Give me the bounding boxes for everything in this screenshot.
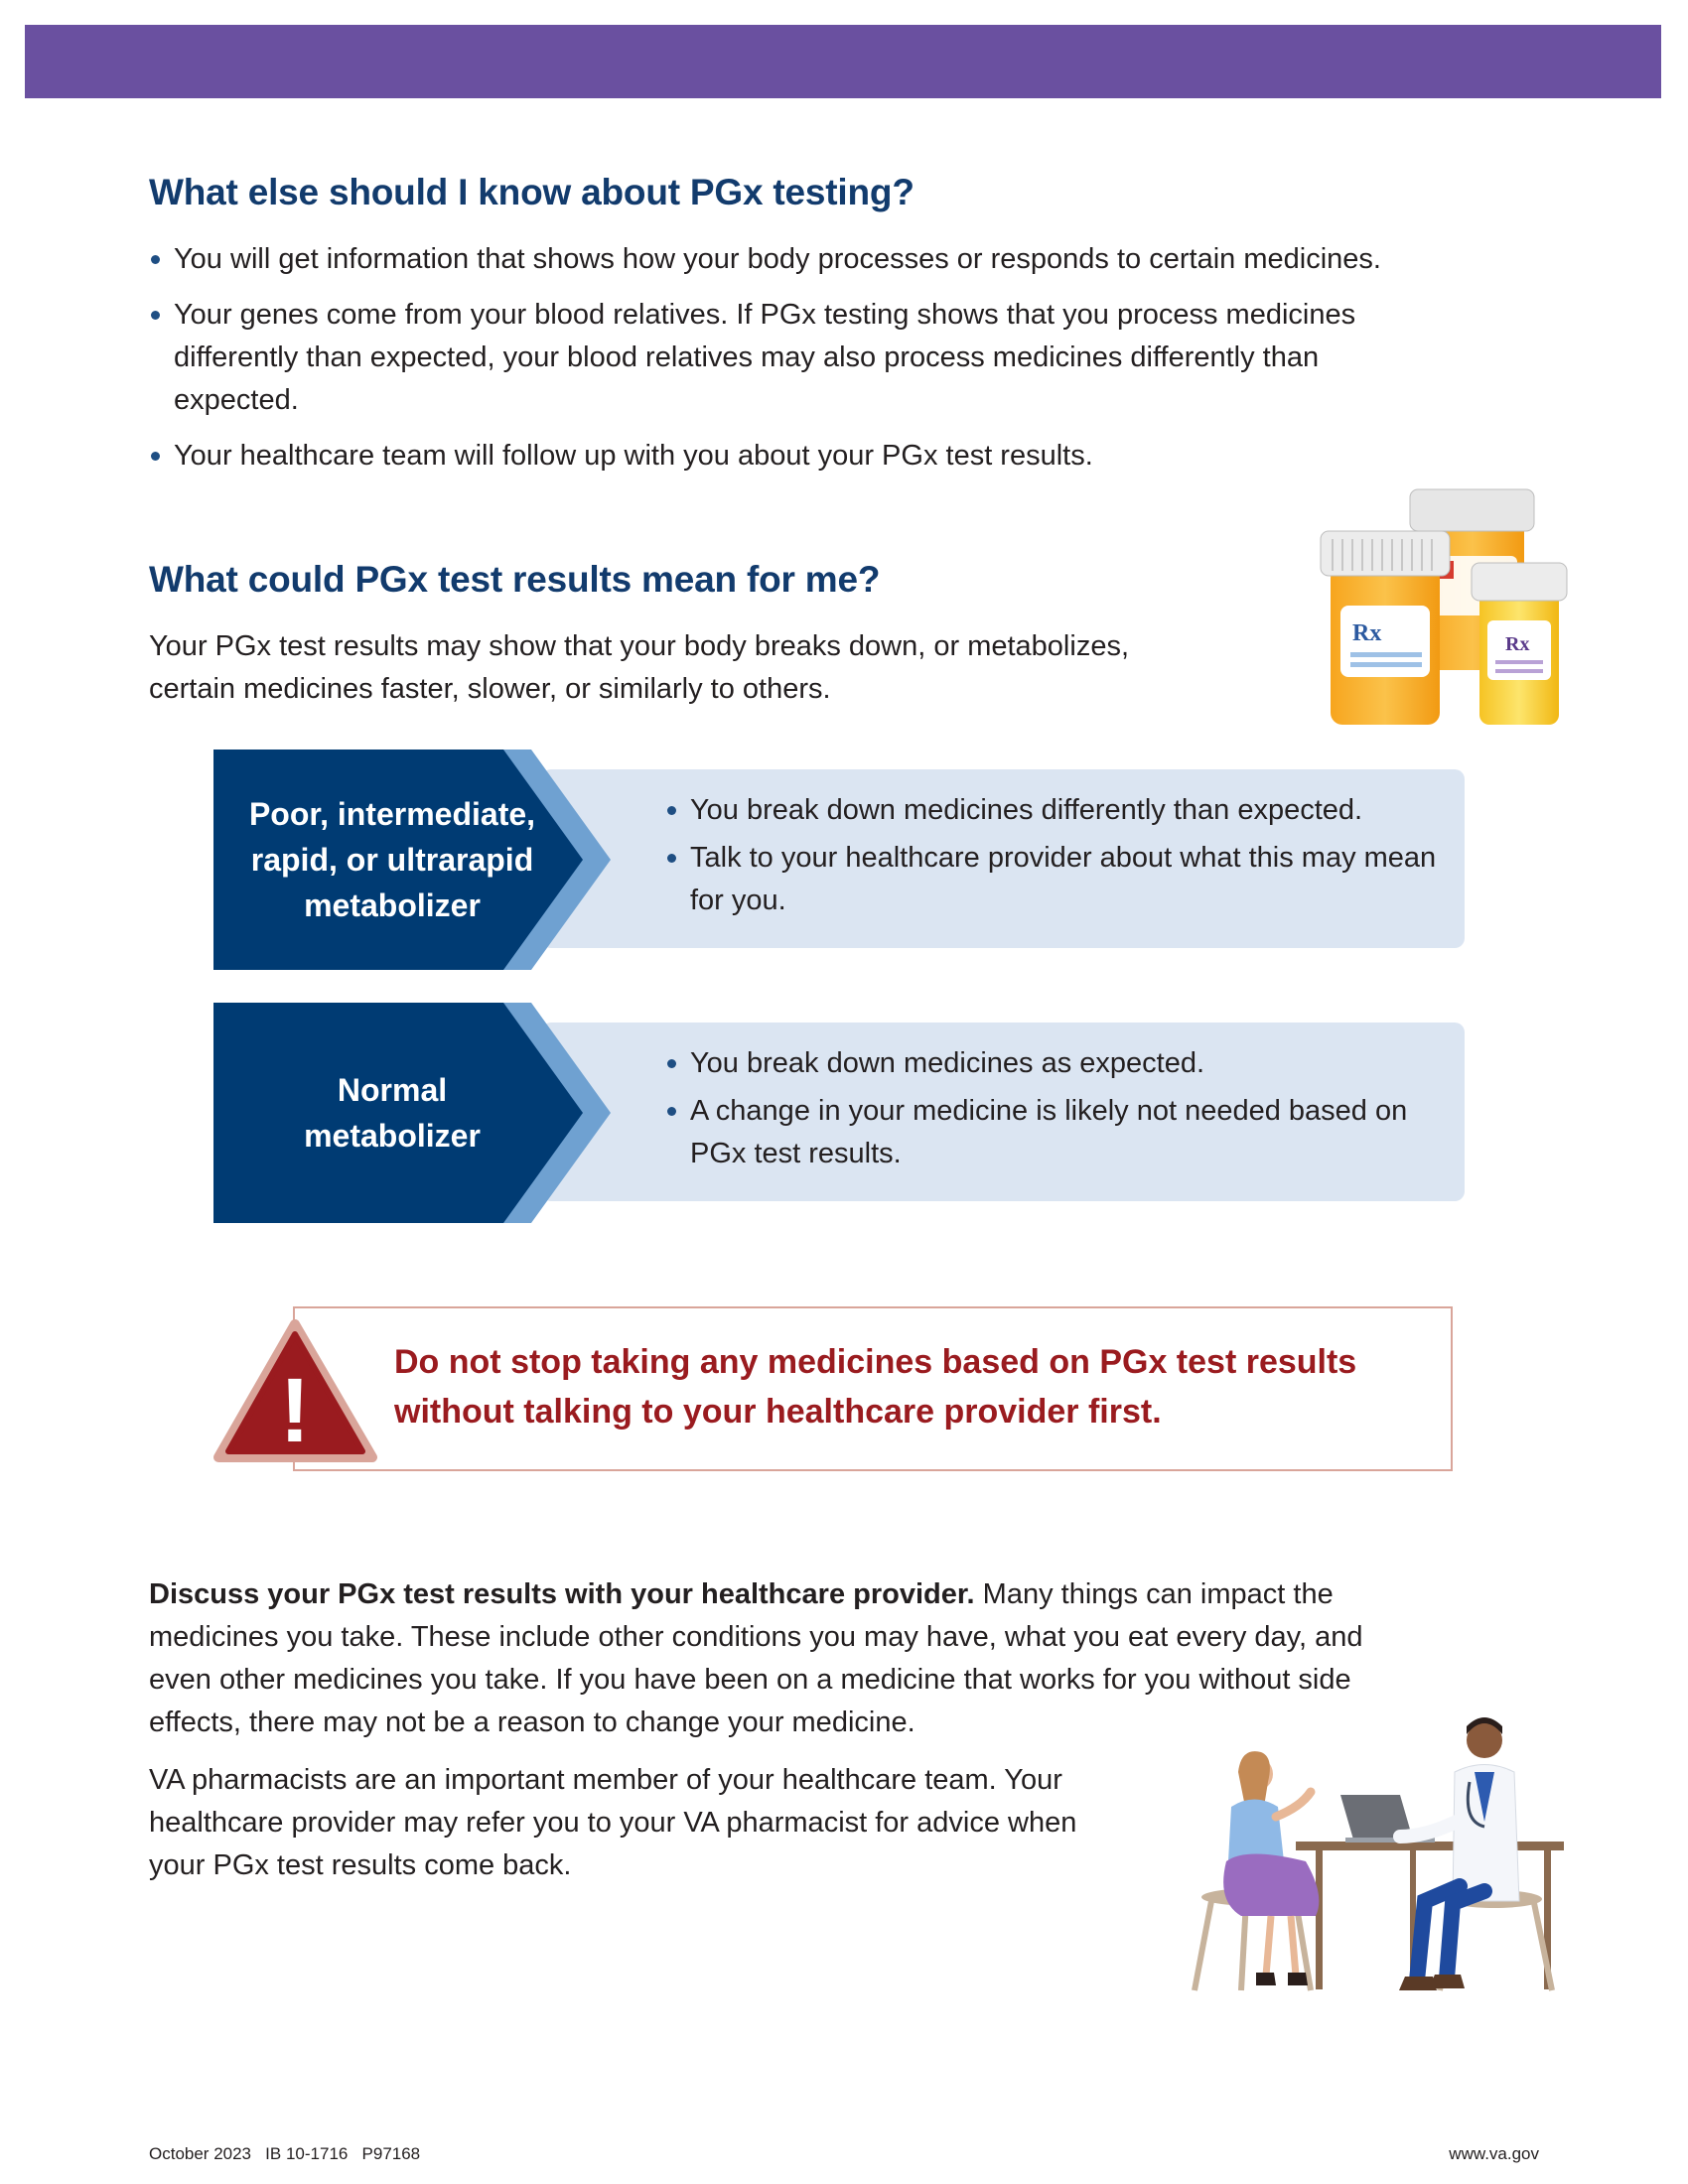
footer-website: www.va.gov: [1449, 2144, 1539, 2163]
list-item: You break down medicines differently than expected.: [665, 789, 1440, 832]
warning-icon: [213, 1318, 377, 1465]
metabolizer-card-normal: [213, 1003, 1465, 1223]
section1-bullet-list: [149, 238, 1539, 490]
section-heading-else: What else should I know about PGx testing?: [149, 172, 914, 212]
list-item: Your genes come from your blood relatives. If PGx testing shows that you process medicines differently than expected, your blood relatives may also process medicines differently than expected.: [149, 294, 1445, 422]
metabolizer-bullets: [665, 1042, 1440, 1188]
metabolizer-label: Poor, intermediate, rapid, or ultrarapid metabolizer: [248, 796, 536, 923]
footer-publication-info: October 2023 IB 10-1716 P97168: [149, 2144, 421, 2163]
svg-text:!: !: [279, 1360, 311, 1461]
section-heading-results: What could PGx test results mean for me?: [149, 559, 881, 600]
svg-text:Rx: Rx: [1505, 633, 1530, 655]
metabolizer-card-altered: [213, 750, 1465, 970]
pharmacist-paragraph: VA pharmacists are an important member of your healthcare team. Your healthcare provider may refer you to your VA pharmacist for advice when your PGx test results come back.: [149, 1764, 1077, 1881]
warning-text: Do not stop taking any medicines based on PGx test results without talking to your healthcare provider first.: [394, 1343, 1357, 1431]
top-banner: [25, 25, 1661, 98]
consultation-illustration: [1187, 1712, 1574, 2000]
discuss-body: Many things can impact the medicines you take. These include other conditions you may have, what you eat every day, and even other medicines you take. If you have been on a medicine that works for you without side effects, there may not be a reason to change your medicine.: [149, 1578, 1363, 1738]
results-intro: Your PGx test results may show that your body breaks down, or metabolizes, certain medicines faster, slower, or similarly to others.: [149, 630, 1130, 705]
list-item: You break down medicines as expected.: [665, 1042, 1440, 1085]
svg-text:Rx: Rx: [1352, 620, 1382, 646]
pill-bottles-illustration: [1311, 481, 1569, 745]
list-item: A change in your medicine is likely not needed based on PGx test results.: [665, 1090, 1440, 1175]
list-item: Talk to your healthcare provider about what this may mean for you.: [665, 837, 1440, 922]
discuss-lead: Discuss your PGx test results with your healthcare provider.: [149, 1578, 975, 1610]
metabolizer-label: Normal metabolizer: [304, 1072, 481, 1154]
metabolizer-bullets: [665, 789, 1440, 935]
list-item: You will get information that shows how your body processes or responds to certain medicines.: [149, 238, 1539, 281]
list-item: Your healthcare team will follow up with you about your PGx test results.: [149, 435, 1539, 478]
